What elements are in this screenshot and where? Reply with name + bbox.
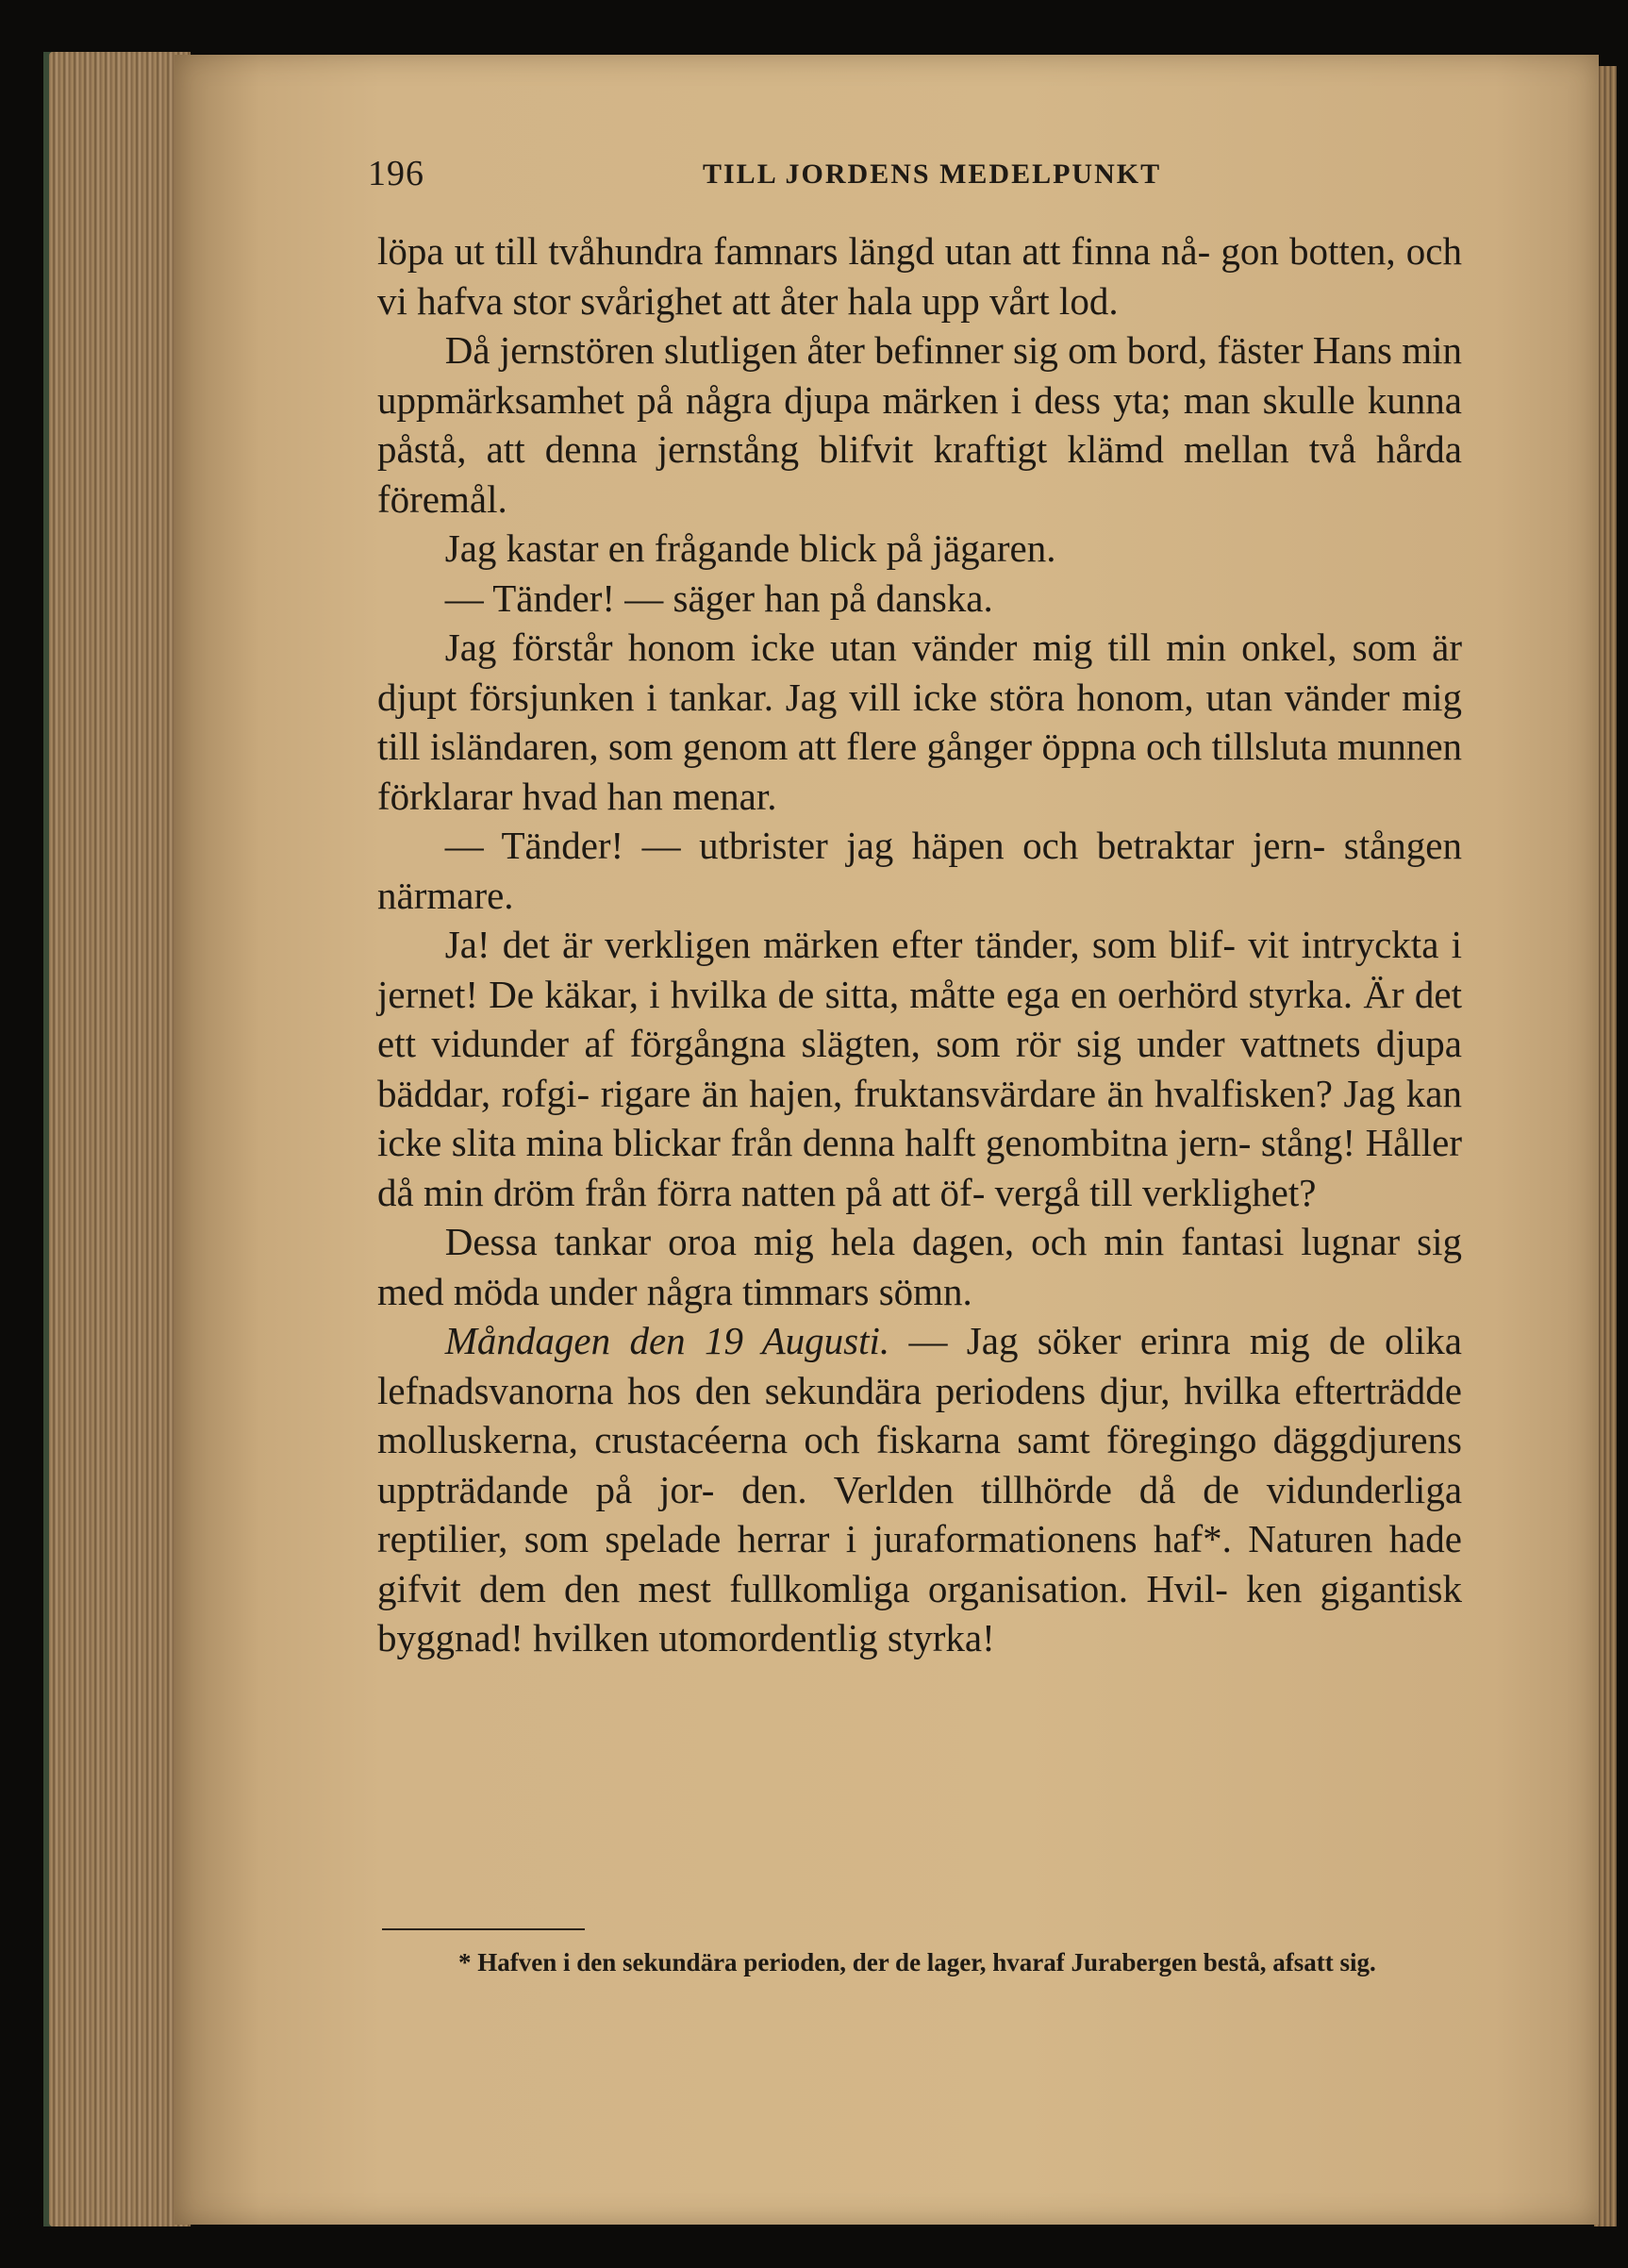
- text-line: Ja! det är verkligen märken efter tänder, som blif-: [444, 923, 1236, 966]
- paragraph: [377, 574, 1462, 624]
- text-line: — Tänder! — utbrister jag häpen och betraktar jern-: [444, 824, 1326, 867]
- text-line: Då jernstören slutligen åter befinner sig om bord,: [444, 328, 1208, 372]
- text-line: — Tänder! — säger han på danska.: [444, 575, 993, 620]
- text-line: upp vårt lod.: [922, 278, 1119, 323]
- text-line: de olika lefnadsvanorna hos den sekundära periodens: [377, 1319, 1462, 1412]
- page-number: 196: [368, 154, 424, 193]
- text-line: hade gifvit dem den mest fullkomliga organisation. Hvil-: [377, 1517, 1463, 1610]
- body-text: [377, 226, 1462, 1663]
- text-line: blifvit kraftigt klämd mellan två hårda föremål.: [377, 427, 1462, 521]
- paragraph: [377, 226, 1462, 325]
- paragraph: [377, 325, 1462, 524]
- text-line: onkel, som är djupt försjunken i tankar. Jag vill icke: [377, 625, 1462, 719]
- page-edges-left: [49, 52, 191, 2226]
- text-line: löpa ut till tvåhundra famnars längd utan att finna nå-: [377, 229, 1211, 273]
- text-line: — Jag söker erinra mig: [908, 1319, 1310, 1362]
- text-line: som spelade herrar i juraformationens haf*. Naturen: [523, 1517, 1373, 1560]
- text-line: Jag kastar en frågande blick på jägaren.: [444, 526, 1056, 570]
- paragraph: [377, 920, 1462, 1217]
- text-line: lugnar sig med möda under några timmars sömn.: [377, 1220, 1463, 1313]
- text-line: fäster Hans min uppmärksamhet på några djupa märken: [377, 328, 1463, 422]
- diary-date: Måndagen den 19 Augusti.: [444, 1319, 890, 1362]
- text-line: ken gigantisk byggnad! hvilken utomordentlig styrka!: [377, 1566, 1462, 1659]
- paragraph: [377, 821, 1462, 920]
- text-line: icke slita mina blickar från denna halft genombitna jern-: [377, 1121, 1252, 1164]
- text-line: störa honom, utan vänder mig till isländaren, som genom: [377, 675, 1462, 768]
- text-line: djur, hvilka efterträdde molluskerna, crustacéerna och: [377, 1368, 1462, 1461]
- text-line: stång! Håller då min dröm från förra natten på att öf-: [377, 1121, 1463, 1214]
- text-line: Jag förstår honom icke utan vänder mig till min: [444, 625, 1227, 669]
- text-line: att flere gånger öppna och tillsluta munnen förklarar: [377, 725, 1463, 818]
- paragraph: [377, 524, 1462, 574]
- text-line: fiskarna samt föregingo däggdjurens uppträdande på jor-: [377, 1418, 1463, 1511]
- text-line: vergå till verklighet?: [994, 1170, 1317, 1214]
- text-line: Dessa tankar oroa mig hela dagen, och min fantasi: [444, 1220, 1285, 1263]
- footnote: * Hafven i den sekundära perioden, der de lager, hvaraf Jurabergen bestå, afsatt sig.: [458, 1948, 1376, 1976]
- paragraph: [377, 1217, 1462, 1316]
- running-head: [368, 153, 1471, 200]
- footnote-divider: [382, 1928, 585, 1930]
- text-line: ega en oerhörd styrka. Är det ett vidunder af förgångna: [377, 972, 1462, 1065]
- paragraph: [377, 623, 1462, 821]
- text-line: gon botten, och vi hafva stor svårighet att åter hala: [377, 229, 1462, 323]
- text-line: rigare än hajen, fruktansvärdare än hvalfisken? Jag kan: [600, 1071, 1462, 1115]
- text-line: stången närmare.: [377, 824, 1463, 917]
- text-line: vit intryckta i jernet! De käkar, i hvilka de sitta, måtte: [377, 923, 1462, 1016]
- text-line: hvad han menar.: [522, 774, 777, 818]
- text-line: i dess yta; man skulle kunna påstå, att denna jernstång: [377, 377, 1463, 471]
- text-line: den. Verlden tillhörde då de vidunderliga reptilier,: [377, 1467, 1463, 1560]
- running-title: TILL JORDENS MEDELPUNKT: [703, 158, 1162, 190]
- text-line: slägten, som rör sig under vattnets djupa bäddar, rofgi-: [377, 1022, 1462, 1115]
- paragraph: [377, 1316, 1462, 1663]
